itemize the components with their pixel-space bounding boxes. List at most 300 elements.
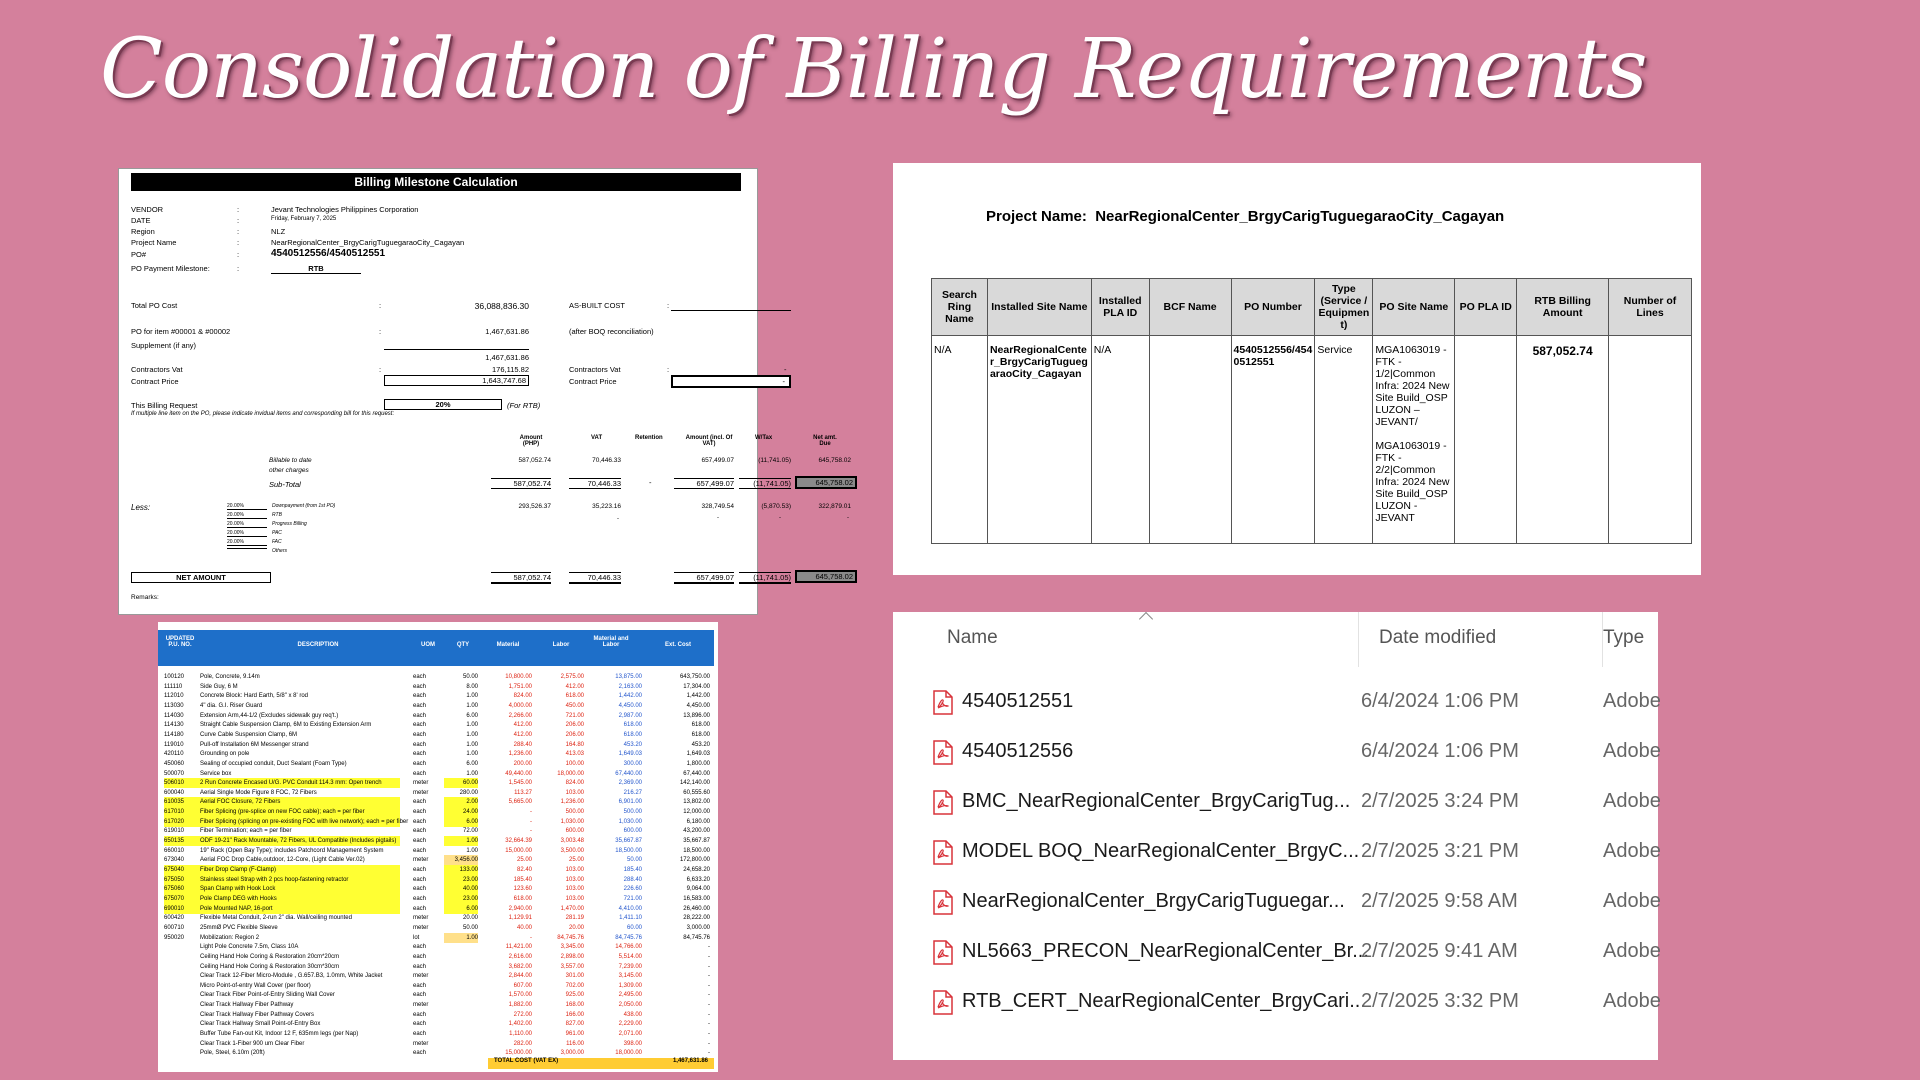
boq-cell: 1,402.00 [508,1021,532,1028]
boq-cell: each [413,674,427,680]
boq-cell: 23.00 [444,894,478,904]
boq-cell: 4" dia. G.I. Riser Guard [200,702,263,709]
boq-cell: each [413,683,427,690]
boq-cell: 1.00 [466,722,478,729]
boq-cell: each [413,876,427,883]
boq-cell: 961.00 [565,1031,584,1038]
boq-cell: 20.00 [462,915,478,922]
col-date-label: Date modified [1379,627,1497,648]
boq-cell: 23.00 [444,875,478,885]
file-row[interactable] [893,730,1661,780]
boq-cell: each [413,838,427,845]
boq-cell: - [530,809,532,816]
boq-col-header: UPDATED P.U. NO. [165,636,195,648]
bmc-label: PO for item #00001 & #00002 [131,327,231,336]
col-type-label: Type [1603,627,1645,648]
cell-type: Service [1315,336,1373,544]
boq-cell: - [708,1031,710,1038]
boq-cell: 19" Rack (Open Bay Type); includes Patchcord Management System [200,847,384,854]
boq-cell: 50.00 [626,857,642,864]
table-row [158,990,714,1000]
file-name: NearRegionalCenter_BrgyCarigTuguegar... [962,890,1345,912]
boq-cell: 1,129.91 [508,915,532,922]
cell-rtb-amount: 587,052.74 [1517,336,1609,544]
boq-cell: 3,557.00 [560,963,584,970]
bmc-col-vat: VAT [591,435,603,441]
bmc-label: Contract Price [569,377,617,386]
bmc-subtotal: 1,467,631.86 [485,353,529,362]
boq-cell: 1,545.00 [508,780,532,787]
boq-cell: 4,410.00 [618,905,642,912]
table-row [158,749,714,759]
file-date: 2/7/2025 9:58 AM [1361,890,1518,912]
bmc-cell: 70,446.33 [569,478,621,489]
boq-cell: each [413,731,427,738]
boq-cell: 18,000.00 [615,1050,642,1057]
boq-cell: 13,875.00 [615,674,642,680]
bmc-field-value: Friday, February 7, 2025 [271,216,337,222]
boq-cell: 13,802.00 [683,799,710,806]
boq-cell: 6.00 [466,712,478,719]
boq-cell: 1.00 [466,731,478,738]
bmc-less-pct [227,548,267,549]
file-type: Adobe [1603,790,1661,812]
boq-cell: Aerial FOC Closure, 72 Fibers [200,797,400,807]
boq-cell: 1,236.00 [560,799,584,806]
bmc-less-label: Progress Billing [272,521,307,527]
boq-cell: 675060 [164,884,204,894]
boq-cell: - [708,1050,710,1057]
bmc-field-value: Jevant Technologies Philippines Corporation [271,205,419,214]
boq-cell: 690010 [164,904,204,914]
file-type: Adobe [1603,690,1661,712]
boq-cell: 113.27 [514,789,532,796]
boq-cell: 2,495.00 [618,992,642,999]
col-header: RTB Billing Amount [1517,279,1609,336]
boq-cell: 103.00 [565,876,584,883]
boq-cell: - [530,818,532,825]
boq-cell: 282.00 [513,1040,532,1047]
boq-cell: 1.00 [466,693,478,700]
file-date: 2/7/2025 3:24 PM [1361,790,1519,812]
boq-cell: 226.60 [623,886,642,893]
bmc-title: Billing Milestone Calculation [131,173,741,191]
table-row [158,1019,714,1029]
bmc-cell: 587,052.74 [491,572,551,584]
col-header: Installed Site Name [987,279,1091,336]
bmc-remarks: Remarks: [131,594,159,601]
bmc-col-net: Net amt. Due [813,435,837,447]
boq-cell: 103.00 [565,867,584,873]
bmc-colon: : [237,216,240,225]
boq-cell: each [413,963,427,970]
pdf-file-icon [933,840,953,865]
boq-cell: 1.00 [466,741,478,748]
boq-cell: 4,450.00 [618,702,642,709]
boq-cell: Fiber Drop Clamp (F-Clamp) [200,865,400,875]
boq-cell: Pole Clamp DEG with Hooks [200,894,400,904]
boq-cell: 301.00 [565,973,584,980]
boq-cell: Ceiling Hand Hole Coring & Restoration 30cm*30cm [200,963,340,970]
boq-cell: meter [413,973,429,980]
boq-cell: 618.00 [513,895,532,902]
col-header: Number of Lines [1609,279,1692,336]
boq-cell: meter [413,924,429,931]
bmc-contract-price: 1,643,747.68 [384,375,529,386]
boq-cell: 1.00 [466,770,478,777]
boq-cell: 18,500.00 [683,847,710,854]
boq-cell: 619010 [164,828,185,835]
col-header: Installed PLA ID [1091,279,1149,336]
boq-cell: 4,000.00 [508,702,532,709]
boq-cell: each [413,905,427,912]
bmc-cell: 322,879.01 [818,503,851,510]
bmc-as-built-line [671,310,791,311]
bmc-field-label: VENDOR [131,205,164,214]
boq-cell: 15,000.00 [505,847,532,854]
file-type: Adobe [1603,990,1661,1012]
boq-cell: 500070 [164,770,185,777]
boq-cell: 827.00 [565,1021,584,1028]
bmc-less: Less: [131,503,151,512]
boq-cell: - [708,1002,710,1009]
table-row [158,691,714,701]
bmc-less-label: Downpayment (from 1st PO) [272,503,336,509]
boq-cell: each [413,799,427,806]
boq-cell: 114030 [164,712,184,719]
cell-installed-pla: N/A [1091,336,1149,544]
boq-cell: 14,766.00 [615,944,642,951]
boq-cell: 20.00 [568,924,584,931]
table-row [158,817,714,827]
boq-cell: 824.00 [565,780,584,787]
table-row [158,981,714,991]
boq-cell: 166.00 [565,1011,584,1018]
col-header-name[interactable] [893,612,1359,667]
cell-search-ring: N/A [932,336,988,544]
boq-cell: 1,309.00 [618,982,642,989]
file-name: 4540512551 [962,690,1074,712]
bmc-field-value: NLZ [271,227,286,236]
boq-cell: meter [413,789,429,796]
col-header: Type (Service / Equipmen t) [1315,279,1373,336]
table-row [158,1010,714,1020]
table-row [158,1000,714,1010]
boq-cell: 2,940.00 [508,905,532,912]
bmc-field-label: DATE [131,216,151,225]
boq-total-value: 1,467,631.86 [672,1058,708,1064]
boq-cell: each [413,751,427,758]
boq-cell: 1,411.10 [619,915,642,922]
boq-cell: 453.20 [623,741,642,748]
boq-cell: 288.40 [623,876,642,883]
file-type: Adobe [1603,740,1661,762]
boq-cell: 17,304.00 [683,683,710,690]
boq-cell: 1.00 [444,933,478,943]
boq-cell: each [413,809,427,816]
boq-cell: 1,110.00 [509,1031,532,1038]
boq-cell: 82.40 [516,867,532,873]
bmc-net-amount-label: NET AMOUNT [131,572,271,583]
boq-cell: 1,649.03 [686,751,710,758]
boq-cell: 618.00 [623,722,642,729]
boq-cell: Clear Track Hallway Fiber Pathway Covers [200,1011,315,1018]
boq-sheet [158,622,718,1072]
boq-cell: 114130 [164,722,184,729]
boq-cell: 3,000.00 [686,924,710,931]
table-row [158,769,714,779]
boq-cell: 84,745.76 [615,934,642,941]
table-row [158,797,714,807]
bmc-cell: 657,499.07 [674,572,734,584]
boq-cell: ODF 19-21" Rack Mountable, 72 Fibers, UL Compatible (Includes pigtails) [200,836,400,846]
file-row[interactable] [893,980,1661,1030]
boq-cell: Flexible Metal Conduit, 2-run 2" dia. Wall/ceiling mounted [200,915,352,922]
bmc-less-label: Others [272,548,288,554]
bmc-colon: : [379,301,382,310]
bmc-cell: (11,741.05) [739,572,791,584]
bmc-colon: : [379,365,382,374]
file-explorer [893,612,1661,1060]
boq-cell: 3,145.00 [618,973,642,980]
boq-cell: 1,751.00 [508,683,532,690]
boq-cell: - [530,934,532,941]
boq-cell: - [708,963,710,970]
slide-title: Consolidation of Billing Requirements [100,22,1647,117]
boq-cell: - [708,1040,710,1047]
boq-cell: Grounding on pole [200,751,250,758]
boq-cell: 114180 [164,731,184,738]
boq-cell: each [413,760,427,767]
table-row [158,1039,714,1049]
pdf-file-icon [933,990,953,1015]
boq-cell: Pull-off Installation 6M Messenger strand [200,741,309,748]
boq-cell: 2,844.00 [508,973,532,980]
boq-cell: 398.00 [623,1040,642,1047]
bmc-net-subtotal: 645,758.02 [795,476,857,489]
boq-cell: 67,440.00 [683,770,710,777]
table-row [158,894,714,904]
boq-cell: 6.00 [466,760,478,767]
table-row [158,836,714,846]
bmc-col-retention: Retention [635,435,663,441]
cell-po-pla [1455,336,1517,544]
boq-cell: 1.00 [466,702,478,709]
bmc-label: This Billing Request [131,401,198,410]
table-row [158,730,714,740]
col-header: BCF Name [1149,279,1231,336]
pdf-file-icon [933,890,953,915]
boq-cell: each [413,1021,427,1028]
cell-lines [1609,336,1692,544]
boq-col-header: Material and Labor [593,636,629,648]
table-row [158,923,714,933]
boq-cell: 438.00 [623,1011,642,1018]
boq-cell: 2,050.00 [618,1002,642,1009]
boq-cell: each [413,1011,427,1018]
boq-cell: 6,180.00 [686,818,710,825]
file-date: 2/7/2025 3:21 PM [1361,840,1519,862]
table-row [158,865,714,875]
file-type: Adobe [1603,940,1661,962]
boq-cell: 607.00 [513,982,532,989]
boq-cell: 1.00 [466,847,478,854]
boq-cell: each [413,886,427,893]
bmc-colon: : [237,205,240,214]
file-row[interactable] [893,880,1661,930]
boq-cell: 26,460.00 [683,905,710,912]
bmc-cell: 587,052.74 [491,478,551,489]
bmc-less-label: RTB [272,512,282,518]
file-row[interactable] [893,830,1661,880]
boq-cell: meter [413,915,429,922]
bmc-less-pct: 20.00% [227,530,267,537]
bmc-cell: 293,526.37 [518,503,551,510]
col-header-date[interactable] [1359,612,1603,667]
boq-cell: 185.40 [623,867,642,873]
boq-cell: 113030 [164,702,184,709]
boq-cell: meter [413,1040,429,1047]
boq-cell: 618.00 [691,731,710,738]
boq-cell: 453.20 [691,741,710,748]
boq-cell: 600710 [164,924,185,931]
col-header: Search Ring Name [932,279,988,336]
boq-cell: - [530,828,532,835]
table-row [158,788,714,798]
col-header-type[interactable] [1603,612,1663,667]
boq-cell: 28,222.00 [683,915,710,922]
boq-cell: Fiber Splicing (splicing on pre-existing FOC with live network); each = per fiber [200,818,409,825]
boq-cell: - [708,992,710,999]
boq-cell: 412.00 [513,722,532,729]
bmc-milestone: RTB [271,264,361,274]
bmc-less-pct: 20.00% [227,503,267,510]
boq-cell: - [708,982,710,989]
bmc-dash-column: - [717,515,719,521]
bmc-colon: : [379,327,382,336]
boq-cell: Fiber Splicing (pre-splice on new FOC cable); each = per fiber [200,807,400,817]
boq-cell: each [413,895,427,902]
boq-cell: 40.00 [444,884,478,894]
boq-total-label: TOTAL COST (VAT EX) [494,1058,559,1064]
boq-cell: 8.00 [466,683,478,690]
boq-cell: 600420 [164,915,185,922]
project-summary-panel [893,163,1701,575]
bmc-cell: 35,223.16 [592,503,621,510]
table-row [158,720,714,730]
boq-cell: 2,616.00 [508,953,532,960]
boq-cell: 650135 [164,836,204,846]
boq-cell: Pole, Concrete, 9.14m [200,674,260,680]
file-type: Adobe [1603,840,1661,862]
boq-cell: 60.00 [444,778,478,788]
bmc-less-pct: 20.00% [227,539,267,546]
pdf-file-icon [933,740,953,765]
boq-cell: 420110 [164,751,184,758]
boq-cell: each [413,770,427,777]
boq-cell: 721.00 [623,895,642,902]
boq-cell: 1,470.00 [560,905,584,912]
boq-cell: 50.00 [462,674,478,680]
boq-cell: 16,583.00 [683,895,710,902]
boq-cell: each [413,722,427,729]
boq-cell: 618.00 [565,693,584,700]
boq-cell: 1,030.00 [618,818,642,825]
bmc-cell: (5,870.53) [761,503,791,510]
bmc-col-amount-incl: Amount (incl. Of VAT) [685,435,733,447]
table-row [158,1048,714,1058]
boq-cell: 721.00 [565,712,584,719]
bmc-label: Total PO Cost [131,301,178,310]
file-date: 2/7/2025 3:32 PM [1361,990,1519,1012]
boq-cell: 35,667.87 [683,838,710,845]
boq-cell: each [413,741,427,748]
boq-cell: 18,500.00 [615,847,642,854]
boq-cell: Side Guy, 6 M [200,683,238,690]
boq-cell: 25.00 [568,857,584,864]
bmc-col-wtax: W/Tax [755,435,773,441]
boq-cell: 506010 [164,778,204,788]
file-row[interactable] [893,930,1661,980]
boq-cell: 412.00 [513,731,532,738]
bmc-less-pct: 20.00% [227,521,267,528]
bmc-col-amount: Amount (PHP) [519,435,543,447]
boq-cell: Pole Mounted NAP, 16-port [200,904,400,914]
file-date: 6/4/2024 1:06 PM [1361,740,1519,762]
boq-cell: 5,665.00 [508,799,532,806]
boq-cell: 2,071.00 [618,1031,642,1038]
boq-cell: 40.00 [516,924,532,931]
table-row [158,904,714,914]
boq-col-header: QTY [456,642,470,648]
file-name: 4540512556 [962,740,1074,762]
boq-cell: 600.00 [565,828,584,835]
bmc-supp-line [384,349,529,350]
boq-cell: 206.00 [565,731,584,738]
boq-cell: 1,800.00 [686,760,710,767]
boq-cell: Clear Track Hallway Fiber Pathway [200,1002,294,1009]
boq-cell: each [413,982,427,989]
project-table-header [932,279,1692,336]
boq-cell: 7,239.00 [618,963,642,970]
file-date: 2/7/2025 9:41 AM [1361,940,1518,962]
project-name: Project Name: NearRegionalCenter_BrgyCarigTuguegaraoCity_Cagayan [986,208,1505,225]
boq-cell: 1.00 [466,751,478,758]
boq-cell: 24,658.20 [683,867,710,873]
boq-cell: 925.00 [565,992,584,999]
boq-cell: 3,682.00 [508,963,532,970]
boq-cell: 60.00 [626,924,642,931]
file-row[interactable] [893,780,1661,830]
file-row[interactable] [893,680,1661,730]
boq-cell: 60,555.60 [683,789,710,796]
boq-cell: 824.00 [513,693,532,700]
bmc-cvat: 176,115.82 [492,365,529,374]
pdf-file-icon [933,790,953,815]
col-header: PO PLA ID [1455,279,1517,336]
table-row [158,952,714,962]
bmc-label: Supplement (if any) [131,341,197,350]
boq-cell: 32,664.39 [505,838,532,845]
boq-cell: 1,570.00 [508,992,532,999]
bmc-cell: 657,499.07 [674,478,734,489]
bmc-cell: 70,446.33 [569,572,621,584]
bmc-colon: : [237,264,240,273]
boq-cell: meter [413,857,429,864]
boq-cell: 133.00 [444,865,478,875]
file-name: RTB_CERT_NearRegionalCenter_BrgyCari... [962,990,1366,1012]
boq-cell: 84,745.76 [683,934,710,941]
